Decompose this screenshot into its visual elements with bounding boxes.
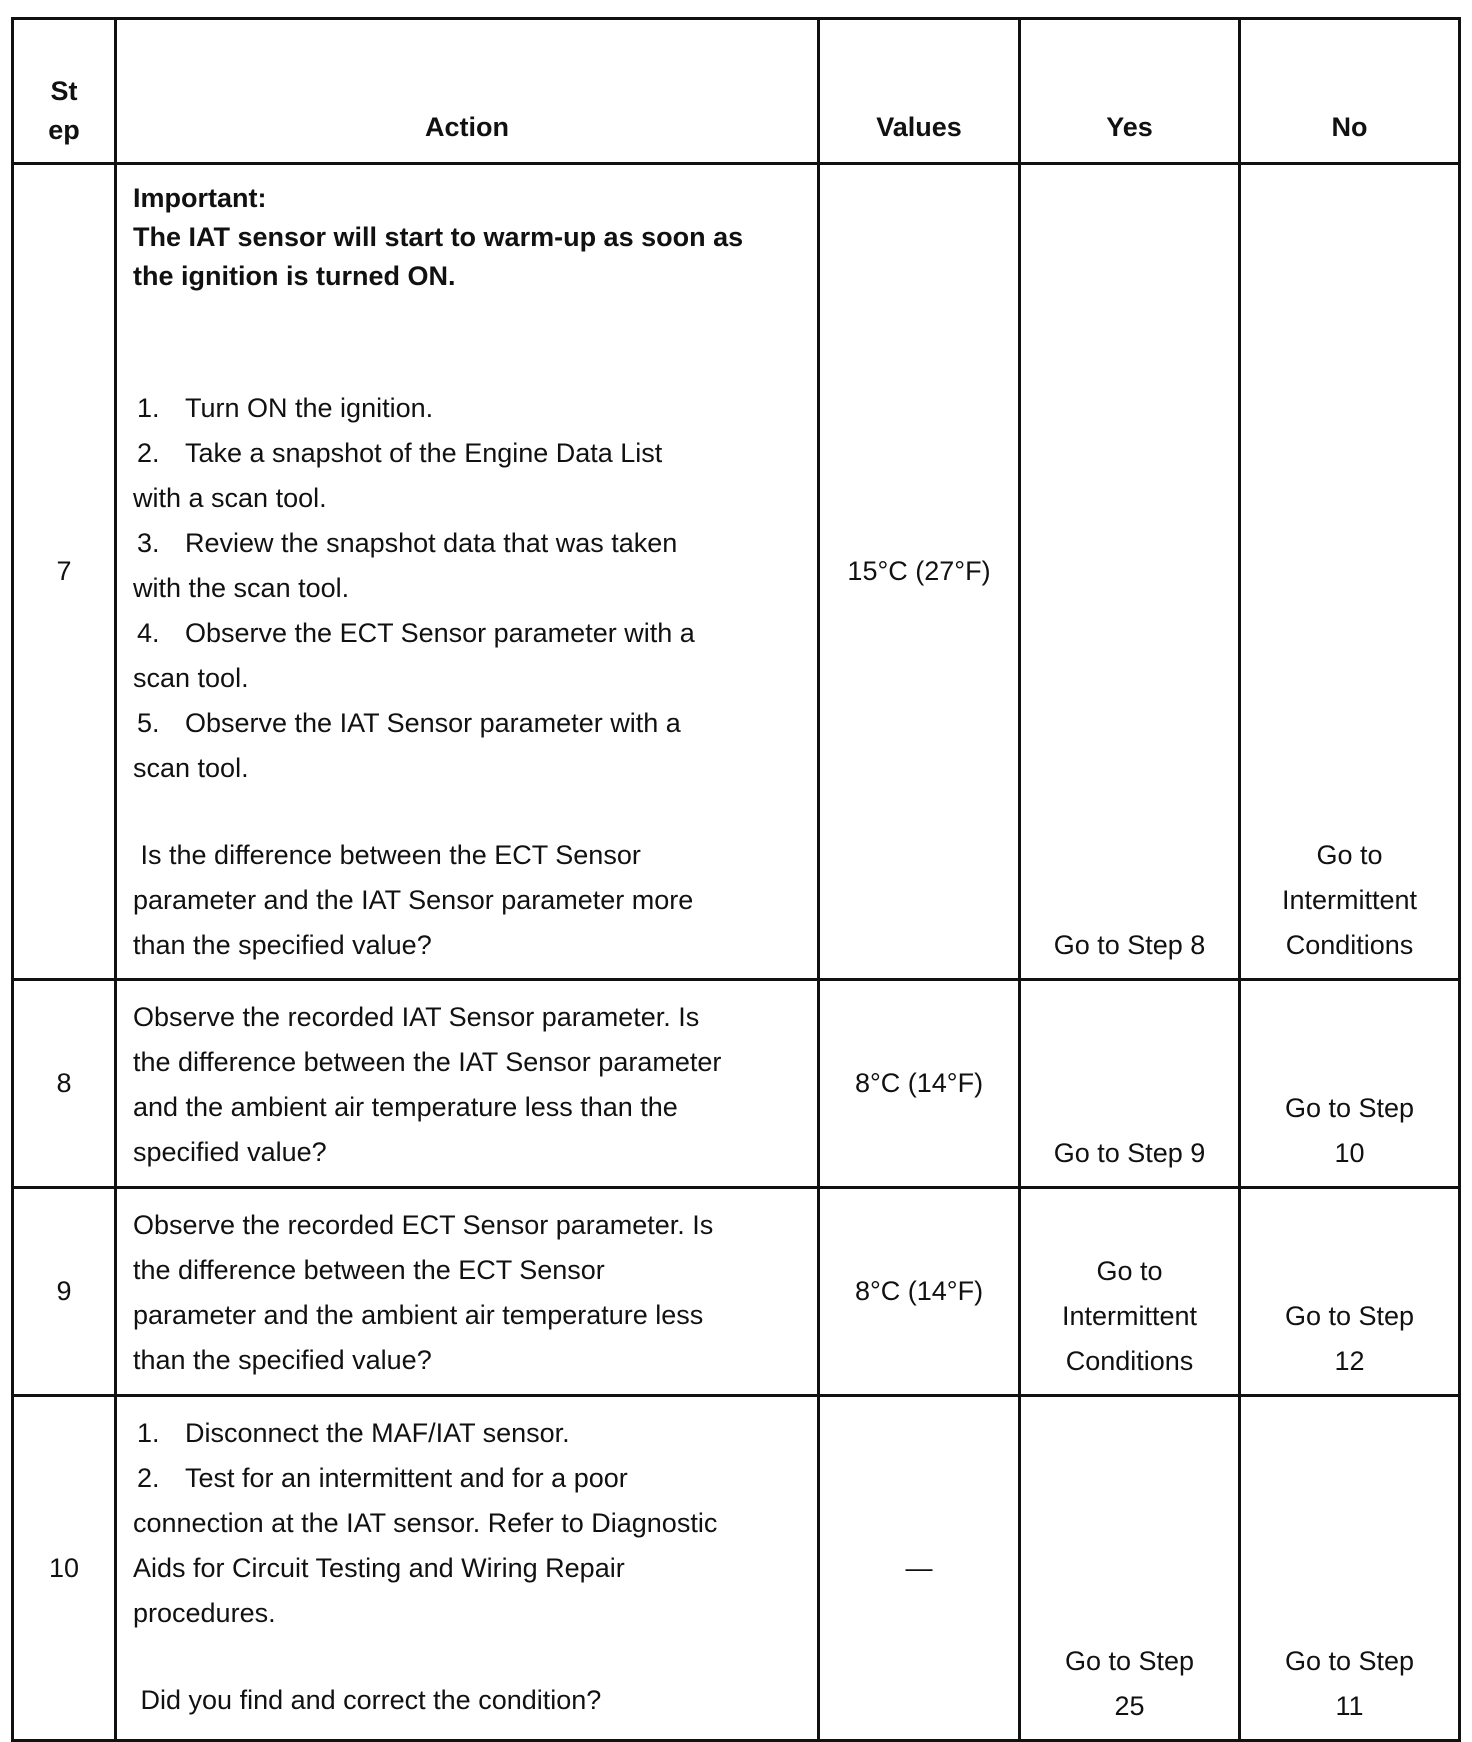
header-yes: Yes — [1020, 19, 1240, 164]
question: than the specified value? — [133, 930, 432, 960]
value-cell: 8°C (14°F) — [819, 980, 1020, 1188]
header-no: No — [1240, 19, 1460, 164]
list-item: 3. Review the snapshot data that was taken — [137, 528, 678, 558]
action-cell — [116, 1396, 819, 1741]
important-label: Important: — [133, 183, 267, 213]
yes-cell: Go to Step 25 — [1020, 1396, 1240, 1741]
question: parameter and the IAT Sensor parameter more — [133, 885, 694, 915]
list-item-continuation: with a scan tool. — [133, 483, 327, 513]
no-cell: Go to Step 11 — [1240, 1396, 1460, 1741]
action-cell — [116, 164, 819, 980]
header-values: Values — [819, 19, 1020, 164]
list-item: 2. Test for an intermittent and for a poor — [137, 1463, 628, 1493]
question: Is the difference between the ECT Sensor — [133, 840, 641, 870]
header-row — [13, 19, 1460, 164]
header-step: St ep — [13, 19, 116, 164]
list-item-continuation: connection at the IAT sensor. Refer to Diagnostic Aids for Circuit Testing and Wiring Repair procedures. — [133, 1508, 718, 1628]
step-number: 9 — [13, 1188, 116, 1396]
list-item: 1. Disconnect the MAF/IAT sensor. — [137, 1418, 570, 1448]
no-cell: Go to Intermittent Conditions — [1240, 164, 1460, 980]
no-cell: Go to Step 12 — [1240, 1188, 1460, 1396]
table-row — [13, 1188, 1460, 1396]
important-text: The IAT sensor will start to warm-up as soon as — [133, 222, 744, 252]
list-item-continuation: with the scan tool. — [133, 573, 350, 603]
question: Did you find and correct the condition? — [133, 1685, 602, 1715]
list-item-continuation: scan tool. — [133, 663, 249, 693]
list-item: 4. Observe the ECT Sensor parameter with a — [137, 618, 695, 648]
action-cell: Observe the recorded ECT Sensor parameter. Is the difference between the ECT Sensor parameter and the ambient air temperature less than the specified value? — [116, 1188, 819, 1396]
table-row — [13, 164, 1460, 980]
list-item: 1. Turn ON the ignition. — [137, 393, 434, 423]
value-cell: 8°C (14°F) — [819, 1188, 1020, 1396]
table-row — [13, 980, 1460, 1188]
value-cell: — — [819, 1396, 1020, 1741]
list-item: 5. Observe the IAT Sensor parameter with a — [137, 708, 681, 738]
action-cell: Observe the recorded IAT Sensor parameter. Is the difference between the IAT Sensor parameter and the ambient air temperature less than the specified value? — [116, 980, 819, 1188]
no-cell: Go to Step 10 — [1240, 980, 1460, 1188]
yes-cell: Go to Step 8 — [1020, 164, 1240, 980]
diagnostic-table — [11, 17, 1461, 1742]
list-item-continuation: scan tool. — [133, 753, 249, 783]
list-item: 2. Take a snapshot of the Engine Data List — [137, 438, 663, 468]
yes-cell: Go to Step 9 — [1020, 980, 1240, 1188]
step-number: 7 — [13, 164, 116, 980]
step-number: 10 — [13, 1396, 116, 1741]
value-cell: 15°C (27°F) — [819, 164, 1020, 980]
header-action: Action — [116, 19, 819, 164]
yes-cell: Go to Intermittent Conditions — [1020, 1188, 1240, 1396]
step-number: 8 — [13, 980, 116, 1188]
table-row — [13, 1396, 1460, 1741]
important-text: the ignition is turned ON. — [133, 261, 456, 291]
